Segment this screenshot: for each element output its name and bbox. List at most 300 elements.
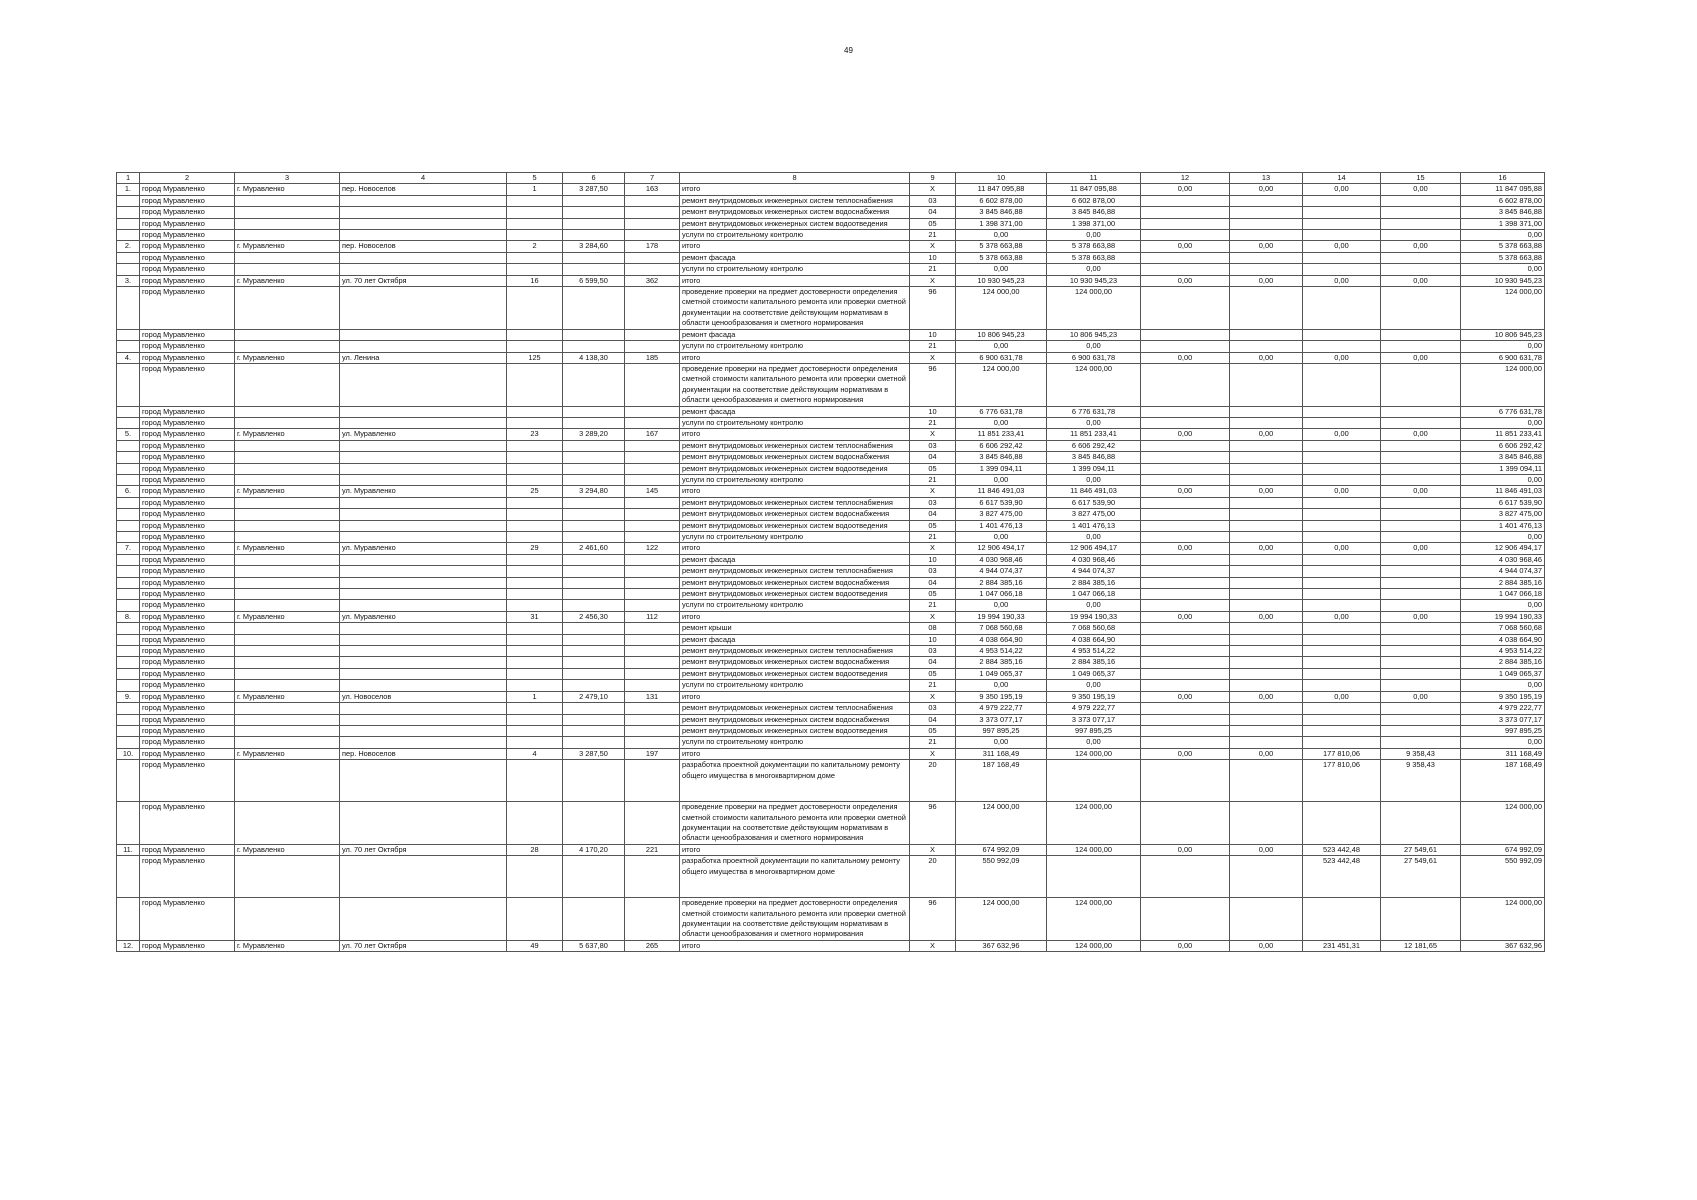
municipality-cell: город Муравленко bbox=[140, 940, 235, 951]
table-row bbox=[117, 725, 1545, 736]
municipality-cell: город Муравленко bbox=[140, 760, 235, 802]
municipality-cell: город Муравленко bbox=[140, 691, 235, 702]
row-total-cell: 12 906 494,17 bbox=[1461, 543, 1545, 554]
budget-1-cell bbox=[1141, 497, 1230, 508]
budget-1-cell bbox=[1141, 474, 1230, 485]
area-cell bbox=[563, 856, 625, 898]
total-cost-cell: 187 168,49 bbox=[956, 760, 1047, 802]
municipality-cell: город Муравленко bbox=[140, 646, 235, 657]
municipality-cell: город Муравленко bbox=[140, 600, 235, 611]
residents-cell bbox=[625, 657, 680, 668]
work-code-cell: 10 bbox=[910, 554, 956, 565]
city-cell bbox=[235, 600, 340, 611]
city-cell bbox=[235, 737, 340, 748]
budget-1-cell bbox=[1141, 520, 1230, 531]
city-cell bbox=[235, 589, 340, 600]
street-cell bbox=[340, 520, 507, 531]
budget-1-cell bbox=[1141, 230, 1230, 241]
house-number-cell bbox=[507, 600, 563, 611]
work-type-cell: ремонт внутридомовых инженерных систем водоснабжения bbox=[680, 657, 910, 668]
table-row bbox=[117, 657, 1545, 668]
page-number: 49 bbox=[844, 46, 853, 55]
row-total-cell: 3 827 475,00 bbox=[1461, 509, 1545, 520]
budget-table bbox=[116, 172, 1545, 952]
city-cell: г. Муравленко bbox=[235, 748, 340, 759]
column-header: 11 bbox=[1047, 173, 1141, 184]
owner-funds-14-cell bbox=[1303, 230, 1381, 241]
row-total-cell: 9 350 195,19 bbox=[1461, 691, 1545, 702]
house-number-cell: 31 bbox=[507, 611, 563, 622]
work-type-cell: ремонт внутридомовых инженерных систем водоотведения bbox=[680, 218, 910, 229]
street-cell bbox=[340, 898, 507, 941]
house-number-cell bbox=[507, 737, 563, 748]
city-cell bbox=[235, 554, 340, 565]
row-total-cell: 10 930 945,23 bbox=[1461, 275, 1545, 286]
work-type-cell: итого bbox=[680, 184, 910, 195]
row-number-cell bbox=[117, 898, 140, 941]
municipality-cell: город Муравленко bbox=[140, 452, 235, 463]
work-code-cell: 10 bbox=[910, 406, 956, 417]
row-number-cell: 3. bbox=[117, 275, 140, 286]
budget-2-cell bbox=[1230, 634, 1303, 645]
budget-2-cell: 0,00 bbox=[1230, 275, 1303, 286]
owner-funds-15-cell: 27 549,61 bbox=[1381, 856, 1461, 898]
work-code-cell: 21 bbox=[910, 600, 956, 611]
work-code-cell: 96 bbox=[910, 287, 956, 330]
street-cell bbox=[340, 497, 507, 508]
owner-funds-15-cell bbox=[1381, 509, 1461, 520]
municipality-cell: город Муравленко bbox=[140, 611, 235, 622]
row-number-cell: 6. bbox=[117, 486, 140, 497]
total-cost-cell: 1 399 094,11 bbox=[956, 463, 1047, 474]
fund-amount-cell: 11 847 095,88 bbox=[1047, 184, 1141, 195]
work-type-cell: ремонт внутридомовых инженерных систем водоотведения bbox=[680, 725, 910, 736]
table-row bbox=[117, 252, 1545, 263]
house-number-cell bbox=[507, 802, 563, 845]
total-cost-cell: 124 000,00 bbox=[956, 363, 1047, 406]
street-cell bbox=[340, 646, 507, 657]
residents-cell: 221 bbox=[625, 844, 680, 855]
area-cell: 3 287,50 bbox=[563, 184, 625, 195]
row-number-cell: 4. bbox=[117, 352, 140, 363]
work-type-cell: ремонт внутридомовых инженерных систем теплоснабжения bbox=[680, 703, 910, 714]
total-cost-cell: 2 884 385,16 bbox=[956, 577, 1047, 588]
budget-1-cell: 0,00 bbox=[1141, 940, 1230, 951]
city-cell: г. Муравленко bbox=[235, 241, 340, 252]
total-cost-cell: 11 851 233,41 bbox=[956, 429, 1047, 440]
municipality-cell: город Муравленко bbox=[140, 218, 235, 229]
owner-funds-14-cell bbox=[1303, 252, 1381, 263]
city-cell bbox=[235, 760, 340, 802]
fund-amount-cell: 1 049 065,37 bbox=[1047, 668, 1141, 679]
owner-funds-15-cell bbox=[1381, 623, 1461, 634]
owner-funds-14-cell: 231 451,31 bbox=[1303, 940, 1381, 951]
city-cell bbox=[235, 680, 340, 691]
owner-funds-15-cell: 0,00 bbox=[1381, 241, 1461, 252]
city-cell bbox=[235, 218, 340, 229]
row-total-cell: 19 994 190,33 bbox=[1461, 611, 1545, 622]
residents-cell bbox=[625, 725, 680, 736]
residents-cell bbox=[625, 417, 680, 428]
row-total-cell: 11 846 491,03 bbox=[1461, 486, 1545, 497]
area-cell bbox=[563, 703, 625, 714]
row-number-cell bbox=[117, 341, 140, 352]
row-total-cell: 1 399 094,11 bbox=[1461, 463, 1545, 474]
fund-amount-cell: 1 398 371,00 bbox=[1047, 218, 1141, 229]
column-header: 2 bbox=[140, 173, 235, 184]
house-number-cell: 125 bbox=[507, 352, 563, 363]
row-total-cell: 0,00 bbox=[1461, 264, 1545, 275]
work-type-cell: ремонт внутридомовых инженерных систем водоснабжения bbox=[680, 509, 910, 520]
table-row bbox=[117, 856, 1545, 898]
row-total-cell: 1 047 066,18 bbox=[1461, 589, 1545, 600]
work-code-cell: 96 bbox=[910, 802, 956, 845]
owner-funds-14-cell bbox=[1303, 287, 1381, 330]
area-cell: 2 456,30 bbox=[563, 611, 625, 622]
work-type-cell: итого bbox=[680, 691, 910, 702]
row-number-cell bbox=[117, 554, 140, 565]
work-type-cell: проведение проверки на предмет достоверности определения сметной стоимости капитального ремонта или проверки сметной документации на соответствие действующим нормативам в области ценообразования и сметного нормирования bbox=[680, 898, 910, 941]
owner-funds-15-cell bbox=[1381, 634, 1461, 645]
municipality-cell: город Муравленко bbox=[140, 856, 235, 898]
city-cell bbox=[235, 623, 340, 634]
column-header: 3 bbox=[235, 173, 340, 184]
table-row bbox=[117, 241, 1545, 252]
fund-amount-cell: 4 030 968,46 bbox=[1047, 554, 1141, 565]
row-number-cell bbox=[117, 532, 140, 543]
table-row bbox=[117, 184, 1545, 195]
budget-2-cell bbox=[1230, 463, 1303, 474]
city-cell bbox=[235, 532, 340, 543]
owner-funds-14-cell: 0,00 bbox=[1303, 241, 1381, 252]
municipality-cell: город Муравленко bbox=[140, 184, 235, 195]
budget-2-cell bbox=[1230, 566, 1303, 577]
work-code-cell: 05 bbox=[910, 589, 956, 600]
owner-funds-15-cell bbox=[1381, 714, 1461, 725]
budget-2-cell bbox=[1230, 657, 1303, 668]
work-code-cell: 96 bbox=[910, 898, 956, 941]
total-cost-cell: 5 378 663,88 bbox=[956, 252, 1047, 263]
total-cost-cell: 6 606 292,42 bbox=[956, 440, 1047, 451]
municipality-cell: город Муравленко bbox=[140, 230, 235, 241]
residents-cell: 178 bbox=[625, 241, 680, 252]
total-cost-cell: 0,00 bbox=[956, 532, 1047, 543]
budget-1-cell: 0,00 bbox=[1141, 691, 1230, 702]
area-cell bbox=[563, 634, 625, 645]
house-number-cell bbox=[507, 577, 563, 588]
owner-funds-15-cell bbox=[1381, 363, 1461, 406]
total-cost-cell: 311 168,49 bbox=[956, 748, 1047, 759]
owner-funds-14-cell bbox=[1303, 329, 1381, 340]
area-cell bbox=[563, 452, 625, 463]
budget-1-cell: 0,00 bbox=[1141, 543, 1230, 554]
fund-amount-cell: 124 000,00 bbox=[1047, 940, 1141, 951]
table-row bbox=[117, 760, 1545, 802]
owner-funds-14-cell bbox=[1303, 497, 1381, 508]
table-row bbox=[117, 287, 1545, 330]
area-cell bbox=[563, 252, 625, 263]
work-type-cell: ремонт внутридомовых инженерных систем водоснабжения bbox=[680, 714, 910, 725]
total-cost-cell: 12 906 494,17 bbox=[956, 543, 1047, 554]
street-cell bbox=[340, 657, 507, 668]
budget-2-cell bbox=[1230, 600, 1303, 611]
work-code-cell: X bbox=[910, 486, 956, 497]
table-row bbox=[117, 218, 1545, 229]
work-code-cell: 04 bbox=[910, 207, 956, 218]
budget-1-cell bbox=[1141, 856, 1230, 898]
budget-1-cell bbox=[1141, 264, 1230, 275]
work-type-cell: итого bbox=[680, 241, 910, 252]
row-number-cell bbox=[117, 452, 140, 463]
residents-cell: 131 bbox=[625, 691, 680, 702]
fund-amount-cell: 6 900 631,78 bbox=[1047, 352, 1141, 363]
house-number-cell bbox=[507, 509, 563, 520]
owner-funds-14-cell bbox=[1303, 440, 1381, 451]
residents-cell bbox=[625, 634, 680, 645]
area-cell bbox=[563, 264, 625, 275]
owner-funds-14-cell bbox=[1303, 463, 1381, 474]
area-cell bbox=[563, 363, 625, 406]
row-total-cell: 0,00 bbox=[1461, 737, 1545, 748]
total-cost-cell: 0,00 bbox=[956, 600, 1047, 611]
work-code-cell: 21 bbox=[910, 264, 956, 275]
owner-funds-15-cell bbox=[1381, 589, 1461, 600]
row-total-cell: 4 944 074,37 bbox=[1461, 566, 1545, 577]
row-number-cell bbox=[117, 417, 140, 428]
row-total-cell: 4 979 222,77 bbox=[1461, 703, 1545, 714]
budget-2-cell bbox=[1230, 230, 1303, 241]
work-type-cell: итого bbox=[680, 748, 910, 759]
street-cell bbox=[340, 714, 507, 725]
street-cell bbox=[340, 577, 507, 588]
city-cell bbox=[235, 657, 340, 668]
house-number-cell: 28 bbox=[507, 844, 563, 855]
street-cell bbox=[340, 207, 507, 218]
total-cost-cell: 0,00 bbox=[956, 737, 1047, 748]
table-row bbox=[117, 463, 1545, 474]
municipality-cell: город Муравленко bbox=[140, 844, 235, 855]
header-row bbox=[117, 173, 1545, 184]
street-cell: ул. 70 лет Октября bbox=[340, 275, 507, 286]
area-cell bbox=[563, 509, 625, 520]
residents-cell bbox=[625, 406, 680, 417]
fund-amount-cell: 11 851 233,41 bbox=[1047, 429, 1141, 440]
work-code-cell: 21 bbox=[910, 417, 956, 428]
municipality-cell: город Муравленко bbox=[140, 264, 235, 275]
house-number-cell bbox=[507, 520, 563, 531]
house-number-cell: 1 bbox=[507, 184, 563, 195]
work-type-cell: итого bbox=[680, 275, 910, 286]
residents-cell bbox=[625, 646, 680, 657]
row-number-cell bbox=[117, 760, 140, 802]
area-cell: 3 287,50 bbox=[563, 748, 625, 759]
budget-1-cell bbox=[1141, 802, 1230, 845]
area-cell bbox=[563, 566, 625, 577]
owner-funds-15-cell bbox=[1381, 520, 1461, 531]
residents-cell bbox=[625, 195, 680, 206]
residents-cell: 197 bbox=[625, 748, 680, 759]
total-cost-cell: 10 930 945,23 bbox=[956, 275, 1047, 286]
fund-amount-cell: 2 884 385,16 bbox=[1047, 657, 1141, 668]
work-type-cell: проведение проверки на предмет достоверности определения сметной стоимости капитального ремонта или проверки сметной документации на соответствие действующим нормативам в области ценообразования и сметного нормирования bbox=[680, 802, 910, 845]
budget-2-cell bbox=[1230, 856, 1303, 898]
budget-2-cell bbox=[1230, 417, 1303, 428]
budget-2-cell bbox=[1230, 497, 1303, 508]
budget-1-cell bbox=[1141, 668, 1230, 679]
row-number-cell bbox=[117, 680, 140, 691]
budget-2-cell bbox=[1230, 714, 1303, 725]
street-cell bbox=[340, 509, 507, 520]
table-row bbox=[117, 668, 1545, 679]
work-type-cell: итого bbox=[680, 429, 910, 440]
budget-1-cell bbox=[1141, 417, 1230, 428]
residents-cell bbox=[625, 589, 680, 600]
fund-amount-cell: 3 845 846,88 bbox=[1047, 207, 1141, 218]
city-cell bbox=[235, 856, 340, 898]
municipality-cell: город Муравленко bbox=[140, 474, 235, 485]
row-number-cell: 10. bbox=[117, 748, 140, 759]
owner-funds-15-cell: 0,00 bbox=[1381, 429, 1461, 440]
budget-2-cell bbox=[1230, 218, 1303, 229]
house-number-cell bbox=[507, 497, 563, 508]
work-type-cell: проведение проверки на предмет достоверности определения сметной стоимости капитального ремонта или проверки сметной документации на соответствие действующим нормативам в области ценообразования и сметного нормирования bbox=[680, 363, 910, 406]
row-total-cell: 674 992,09 bbox=[1461, 844, 1545, 855]
owner-funds-15-cell bbox=[1381, 737, 1461, 748]
owner-funds-15-cell bbox=[1381, 680, 1461, 691]
table-row bbox=[117, 703, 1545, 714]
area-cell bbox=[563, 554, 625, 565]
row-number-cell bbox=[117, 440, 140, 451]
budget-2-cell bbox=[1230, 802, 1303, 845]
municipality-cell: город Муравленко bbox=[140, 714, 235, 725]
total-cost-cell: 124 000,00 bbox=[956, 898, 1047, 941]
residents-cell bbox=[625, 760, 680, 802]
street-cell bbox=[340, 363, 507, 406]
total-cost-cell: 550 992,09 bbox=[956, 856, 1047, 898]
city-cell bbox=[235, 452, 340, 463]
city-cell bbox=[235, 264, 340, 275]
total-cost-cell: 6 900 631,78 bbox=[956, 352, 1047, 363]
fund-amount-cell: 1 401 476,13 bbox=[1047, 520, 1141, 531]
budget-2-cell bbox=[1230, 520, 1303, 531]
fund-amount-cell: 3 845 846,88 bbox=[1047, 452, 1141, 463]
fund-amount-cell: 997 895,25 bbox=[1047, 725, 1141, 736]
total-cost-cell: 3 845 846,88 bbox=[956, 452, 1047, 463]
municipality-cell: город Муравленко bbox=[140, 566, 235, 577]
municipality-cell: город Муравленко bbox=[140, 532, 235, 543]
row-total-cell: 1 401 476,13 bbox=[1461, 520, 1545, 531]
total-cost-cell: 6 602 878,00 bbox=[956, 195, 1047, 206]
table-row bbox=[117, 611, 1545, 622]
work-code-cell: 03 bbox=[910, 497, 956, 508]
work-type-cell: ремонт внутридомовых инженерных систем водоотведения bbox=[680, 520, 910, 531]
street-cell bbox=[340, 230, 507, 241]
street-cell: пер. Новоселов bbox=[340, 748, 507, 759]
table-row bbox=[117, 714, 1545, 725]
row-total-cell: 550 992,09 bbox=[1461, 856, 1545, 898]
street-cell: ул. Новоселов bbox=[340, 691, 507, 702]
work-code-cell: 21 bbox=[910, 737, 956, 748]
row-total-cell: 6 602 878,00 bbox=[1461, 195, 1545, 206]
row-total-cell: 997 895,25 bbox=[1461, 725, 1545, 736]
street-cell: ул. Муравленко bbox=[340, 486, 507, 497]
total-cost-cell: 3 373 077,17 bbox=[956, 714, 1047, 725]
row-number-cell bbox=[117, 566, 140, 577]
fund-amount-cell: 0,00 bbox=[1047, 532, 1141, 543]
column-header: 6 bbox=[563, 173, 625, 184]
area-cell: 4 170,20 bbox=[563, 844, 625, 855]
total-cost-cell: 0,00 bbox=[956, 474, 1047, 485]
row-number-cell bbox=[117, 703, 140, 714]
fund-amount-cell: 11 846 491,03 bbox=[1047, 486, 1141, 497]
work-type-cell: ремонт внутридомовых инженерных систем теплоснабжения bbox=[680, 195, 910, 206]
area-cell bbox=[563, 668, 625, 679]
row-total-cell: 0,00 bbox=[1461, 230, 1545, 241]
row-total-cell: 124 000,00 bbox=[1461, 363, 1545, 406]
row-number-cell bbox=[117, 329, 140, 340]
house-number-cell bbox=[507, 668, 563, 679]
fund-amount-cell: 124 000,00 bbox=[1047, 748, 1141, 759]
city-cell bbox=[235, 725, 340, 736]
owner-funds-15-cell: 9 358,43 bbox=[1381, 748, 1461, 759]
budget-2-cell bbox=[1230, 207, 1303, 218]
owner-funds-14-cell bbox=[1303, 406, 1381, 417]
street-cell bbox=[340, 760, 507, 802]
city-cell: г. Муравленко bbox=[235, 611, 340, 622]
owner-funds-14-cell bbox=[1303, 657, 1381, 668]
work-code-cell: 10 bbox=[910, 252, 956, 263]
city-cell: г. Муравленко bbox=[235, 275, 340, 286]
municipality-cell: город Муравленко bbox=[140, 737, 235, 748]
budget-1-cell: 0,00 bbox=[1141, 748, 1230, 759]
work-code-cell: 03 bbox=[910, 440, 956, 451]
row-number-cell bbox=[117, 600, 140, 611]
table-row bbox=[117, 363, 1545, 406]
row-number-cell bbox=[117, 474, 140, 485]
residents-cell bbox=[625, 856, 680, 898]
table-row bbox=[117, 230, 1545, 241]
house-number-cell bbox=[507, 363, 563, 406]
column-header: 9 bbox=[910, 173, 956, 184]
table-row bbox=[117, 264, 1545, 275]
work-code-cell: 05 bbox=[910, 725, 956, 736]
house-number-cell bbox=[507, 566, 563, 577]
street-cell bbox=[340, 406, 507, 417]
house-number-cell: 23 bbox=[507, 429, 563, 440]
municipality-cell: город Муравленко bbox=[140, 657, 235, 668]
row-number-cell: 11. bbox=[117, 844, 140, 855]
row-number-cell bbox=[117, 363, 140, 406]
column-header: 8 bbox=[680, 173, 910, 184]
residents-cell bbox=[625, 463, 680, 474]
house-number-cell bbox=[507, 532, 563, 543]
budget-2-cell: 0,00 bbox=[1230, 352, 1303, 363]
city-cell: г. Муравленко bbox=[235, 691, 340, 702]
work-code-cell: 96 bbox=[910, 363, 956, 406]
row-number-cell bbox=[117, 287, 140, 330]
owner-funds-14-cell bbox=[1303, 554, 1381, 565]
work-type-cell: ремонт крыши bbox=[680, 623, 910, 634]
table-row bbox=[117, 554, 1545, 565]
municipality-cell: город Муравленко bbox=[140, 363, 235, 406]
row-total-cell: 0,00 bbox=[1461, 680, 1545, 691]
city-cell bbox=[235, 329, 340, 340]
budget-2-cell bbox=[1230, 195, 1303, 206]
row-number-cell: 2. bbox=[117, 241, 140, 252]
area-cell bbox=[563, 497, 625, 508]
budget-1-cell: 0,00 bbox=[1141, 241, 1230, 252]
municipality-cell: город Муравленко bbox=[140, 352, 235, 363]
